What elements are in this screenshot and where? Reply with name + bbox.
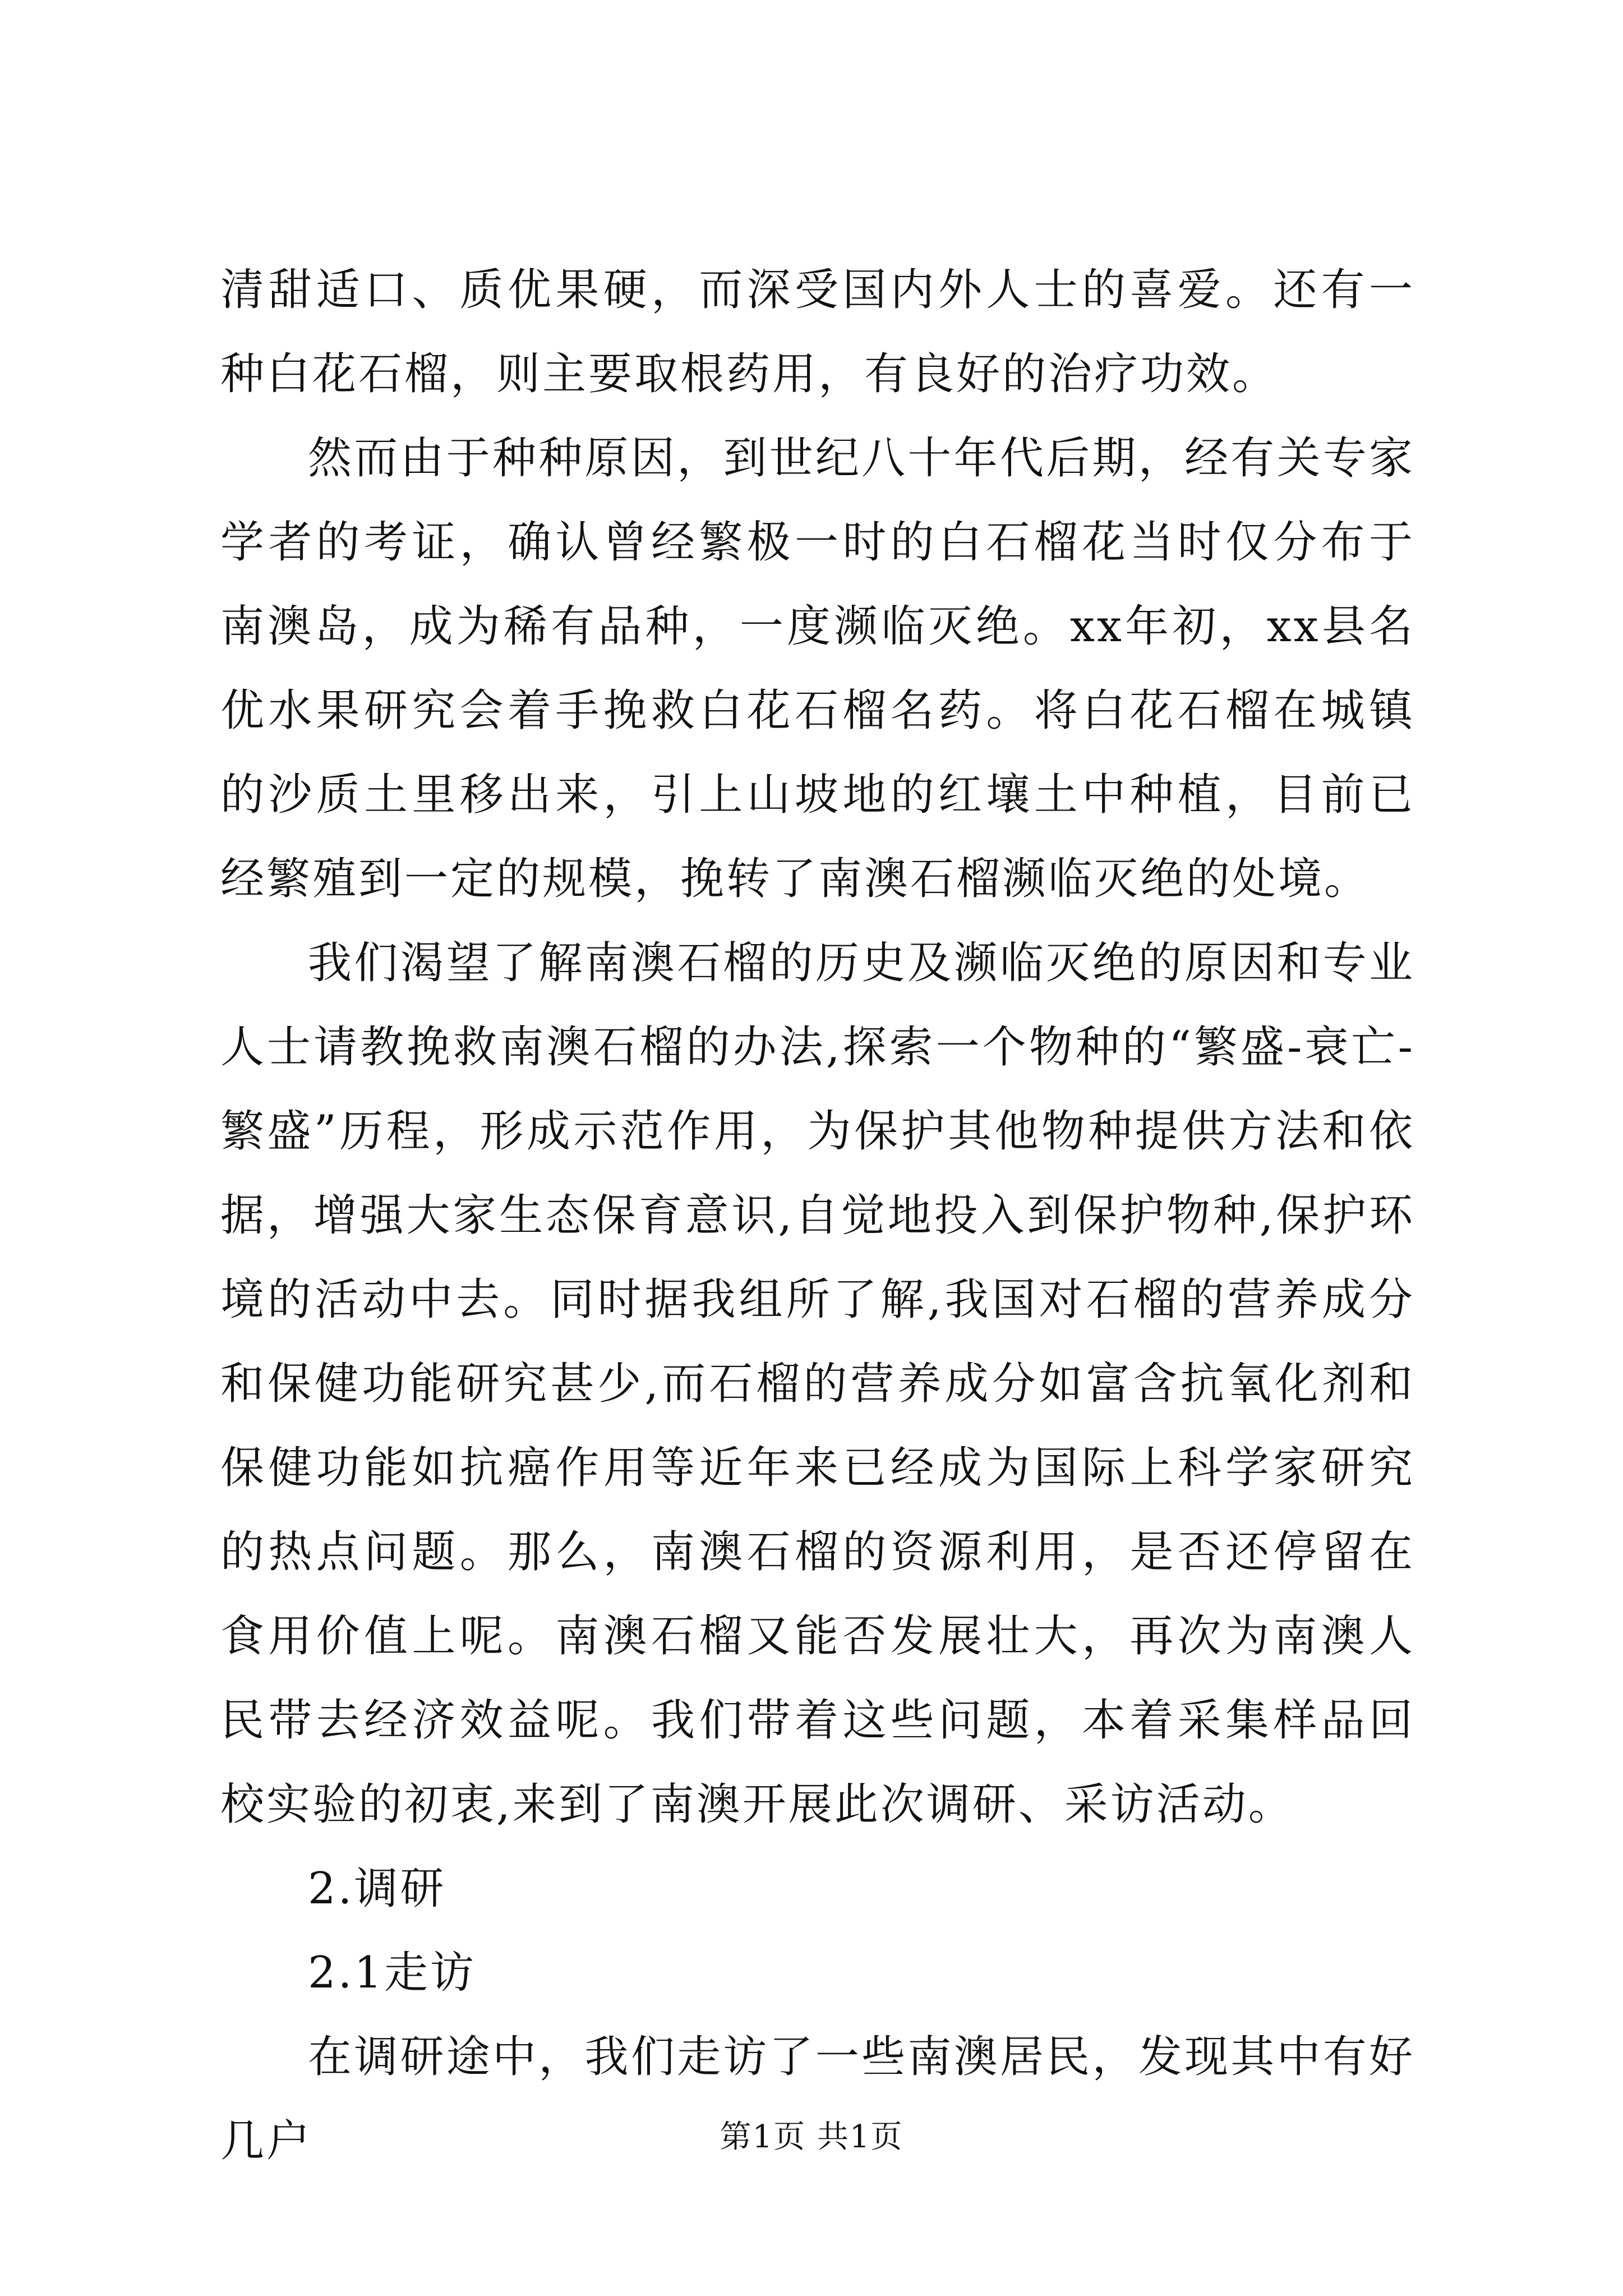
page-footer: 第1页 共1页	[720, 2119, 903, 2155]
section-heading: 2.调研	[308, 1864, 446, 1914]
paragraph-visit: 在调研途中，我们走访了一些南澳居民，发现其中有好几户	[220, 2032, 1415, 2166]
document-body	[220, 248, 1415, 2183]
paragraph-continued: 清甜适口、质优果硬，而深受国内外人士的喜爱。还有一种白花石榴，则主要取根药用，有良好的治疗功效。	[220, 265, 1415, 399]
paragraph-purpose: 我们渴望了解南澳石榴的历史及濒临灭绝的原因和专业人士请教挽救南澳石榴的办法,探索一个物种的“繁盛-衰亡-繁盛”历程，形成示范作用，为保护其他物种提供方法和依据，增强大家生态保育意识,自觉地投入到保护物种,保护环境的活动中去。同时据我组所了解,我国对石榴的营养成分和保健功能研究甚少,而石榴的营养成分如富含抗氧化剂和保健功能如抗癌作用等近年来已经成为国际上科学家研究的热点问题。那么，南澳石榴的资源利用，是否还停留在食用价值上呢。南澳石榴又能否发展壮大，再次为南澳人民带去经济效益呢。我们带着这些问题，本着采集样品回校实验的初衷,来到了南澳开展此次调研、采访活动。	[220, 938, 1415, 1830]
subsection-heading: 2.1走访	[308, 1948, 477, 1998]
paragraph-background: 然而由于种种原因，到世纪八十年代后期，经有关专家学者的考证，确认曾经繁极一时的白石榴花当时仅分布于南澳岛，成为稀有品种，一度濒临灭绝。xx年初，xx县名优水果研究会着手挽救白花石榴名药。将白花石榴在城镇的沙质土里移出来，引上山坡地的红壤土中种植，目前已经繁殖到一定的规模，挽转了南澳石榴濒临灭绝的处境。	[220, 433, 1415, 904]
